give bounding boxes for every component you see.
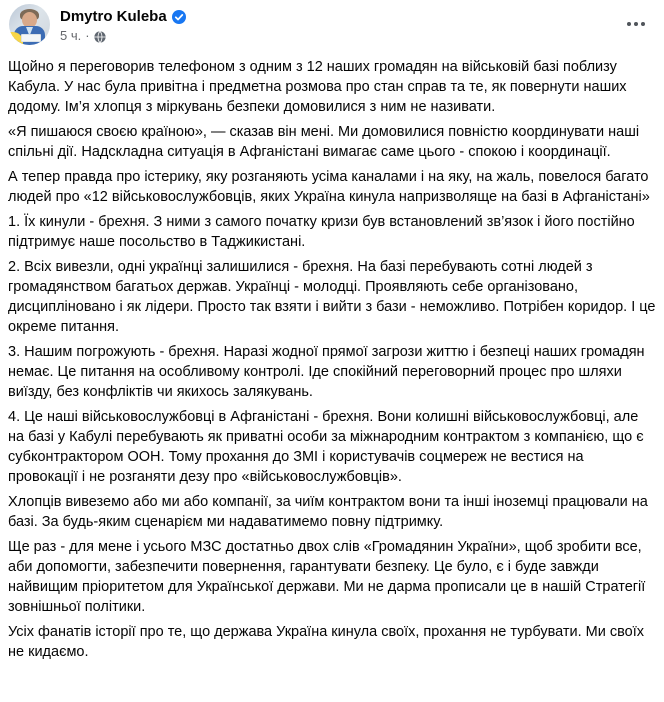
avatar[interactable] [9,4,50,45]
post-paragraph: 1. Їх кинули - брехня. З ними з самого початку кризи був встановлений зв’язок і його постійно підтримує наше посольство в Таджикистані. [8,214,639,250]
avatar-name-strip [21,34,41,42]
post-paragraph: 3. Нашим погрожують - брехня. Наразі жодної прямої загрози життю і безпеці наших громадян немає. Це питання на особливому контролі. Іде спокійний переговорний процес про шляхи виїзду, без конфліктів чи якихось залякувань. [8,344,649,400]
post-paragraph: 2. Всіх вивезли, одні українці залишилися - брехня. На базі перебувають сотні людей з громадянством багатьох держав. Українці - молодці. Проявляють себе організовано, дисципліновано і як лідери. Просто так взяти і вийти з бази - неможливо. Потрібен коридор. І це окреме питання. [8,259,660,335]
post-paragraph: Ще раз - для мене і усього МЗС достатньо двох слів «Громадянин України», щоб зробити все, аби допомогти, забезпечити повернення, гарантувати безпеку. Це було, є і буде завжди найвищим пріоритетом для Української держави. Ми не дарма прописали це в нашій Стратегії зовнішньої політики. [8,539,650,615]
author-name-row [60,7,650,26]
post-paragraph: Щойно я переговорив телефоном з одним з 12 наших громадян на військовій базі поблизу Кабула. У нас була привітна і предметна розмова про стан справ та те, як повернути наших додому. Ім’я хлопця з міркувань безпеки домовилися з ним не називати. [8,59,631,115]
more-options-button[interactable] [622,14,650,34]
timestamp[interactable]: 5 ч. [60,28,82,43]
author-name[interactable]: Dmytro Kuleba [60,8,167,25]
header-text [60,4,650,44]
post-paragraph: 4. Це наші військовослужбовці в Афганістані - брехня. Вони колишні військовослужбовці, але на базі у Кабулі перебувають як приватні особи за міжнародним контрактом з компанією, що є субконтрактором ООН. Тому прохання до ЗМІ і користувачів соцмереж не вестися на провокації і не розганяти дезу про «військовослужбовців». [8,409,648,485]
post-paragraph: А тепер правда про істерику, яку розганяють усіма каналами і на яку, на жаль, повелося багато людей про «12 військовослужбовців, яких Україна кинула напризволяще на базі в Афганістані» [8,169,653,205]
meta-separator: · [85,28,90,43]
post-paragraph: «Я пишаюся своєю країною», — сказав він мені. Ми домовилися повністю координувати наші спільні дії. Надскладна ситуація в Афганістані вимагає саме цього - спокою і координації. [8,124,644,160]
post-header [0,0,664,45]
more-options-dot [641,22,645,26]
more-options-dot [627,22,631,26]
post-meta [60,28,650,44]
verified-badge-icon [172,10,186,24]
more-options-dot [634,22,638,26]
globe-icon [94,31,106,43]
post-paragraph: Хлопців вивеземо або ми або компанії, за чиїм контрактом вони та інші іноземці працювали на базі. За будь-яким сценарієм ми надаватимемо повну підтримку. [8,494,652,530]
post-paragraph: Усіх фанатів історії про те, що держава Україна кинула своїх, прохання не турбувати. Ми своїх не кидаємо. [8,624,649,660]
post-text [0,45,664,662]
